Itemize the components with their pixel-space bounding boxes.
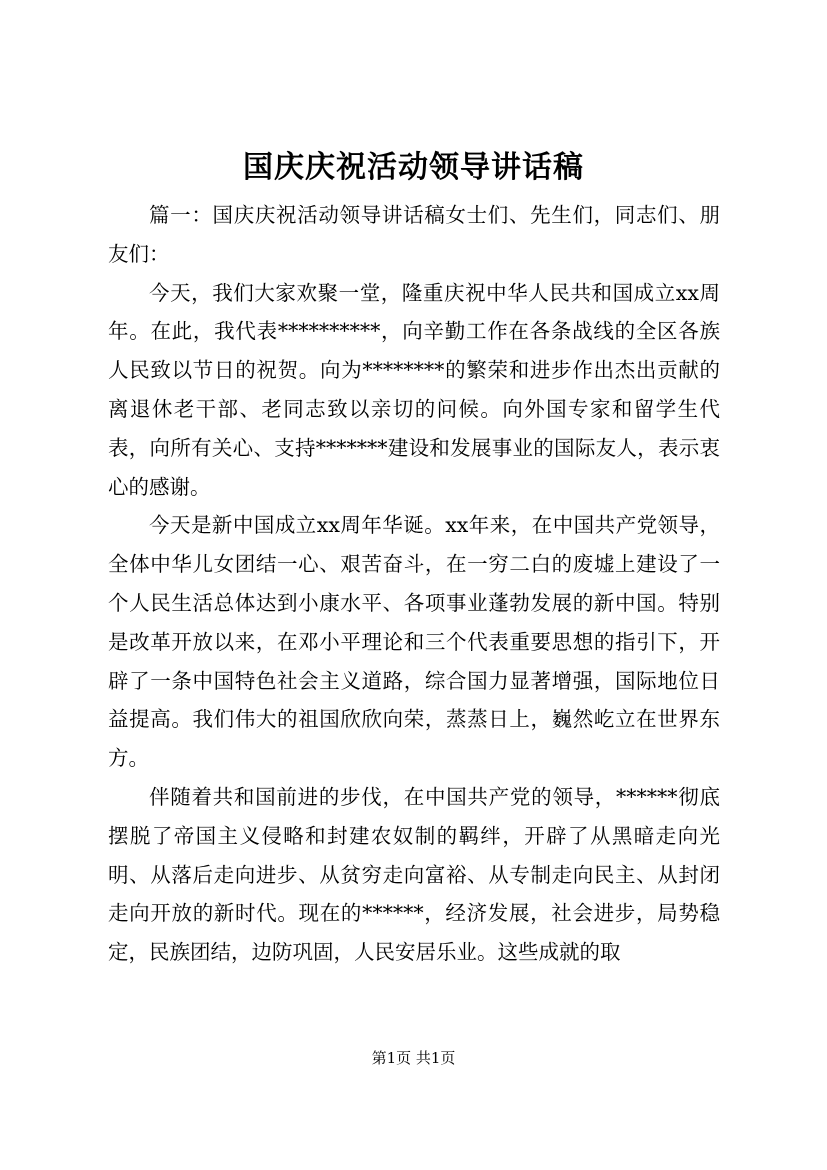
paragraph: 篇一：国庆庆祝活动领导讲话稿女士们、先生们，同志们、朋友们： [108,203,720,266]
document-title: 国庆庆祝活动领导讲话稿 [243,150,584,185]
page-footer: 第1页 共1页 [371,1049,456,1067]
paragraph: 伴随着共和国前进的步伐，在中国共产党的领导，******彻底摆脱了帝国主义侵略和封建农奴制的羁绊，开辟了从黑暗走向光明、从落后走向进步、从贫穷走向富裕、从专制走向民主、从封闭走向开放的新时代。现在的******，经济发展，社会进步，局势稳定，民族团结，边防巩固，人民安居乐业。这些成就的取 [108,784,720,965]
document-body [108,196,720,972]
paragraph: 今天，我们大家欢聚一堂，隆重庆祝中华人民共和国成立xx周年。在此，我代表**********，向辛勤工作在各条战线的全区各族人民致以节日的祝贺。向为********的繁荣和进步作出杰出贡献的离退休老干部、老同志致以亲切的问候。向外国专家和留学生代表，向所有关心、支持*******建设和发展事业的国际友人，表示衷心的感谢。 [108,280,720,499]
paragraph: 今天是新中国成立xx周年华诞。xx年来，在中国共产党领导，全体中华儿女团结一心、艰苦奋斗，在一穷二白的废墟上建设了一个人民生活总体达到小康水平、各项事业蓬勃发展的新中国。特别是改革开放以来，在邓小平理论和三个代表重要思想的指引下，开辟了一条中国特色社会主义道路，综合国力显著增强，国际地位日益提高。我们伟大的祖国欣欣向荣，蒸蒸日上，巍然屹立在世界东方。 [108,513,720,771]
